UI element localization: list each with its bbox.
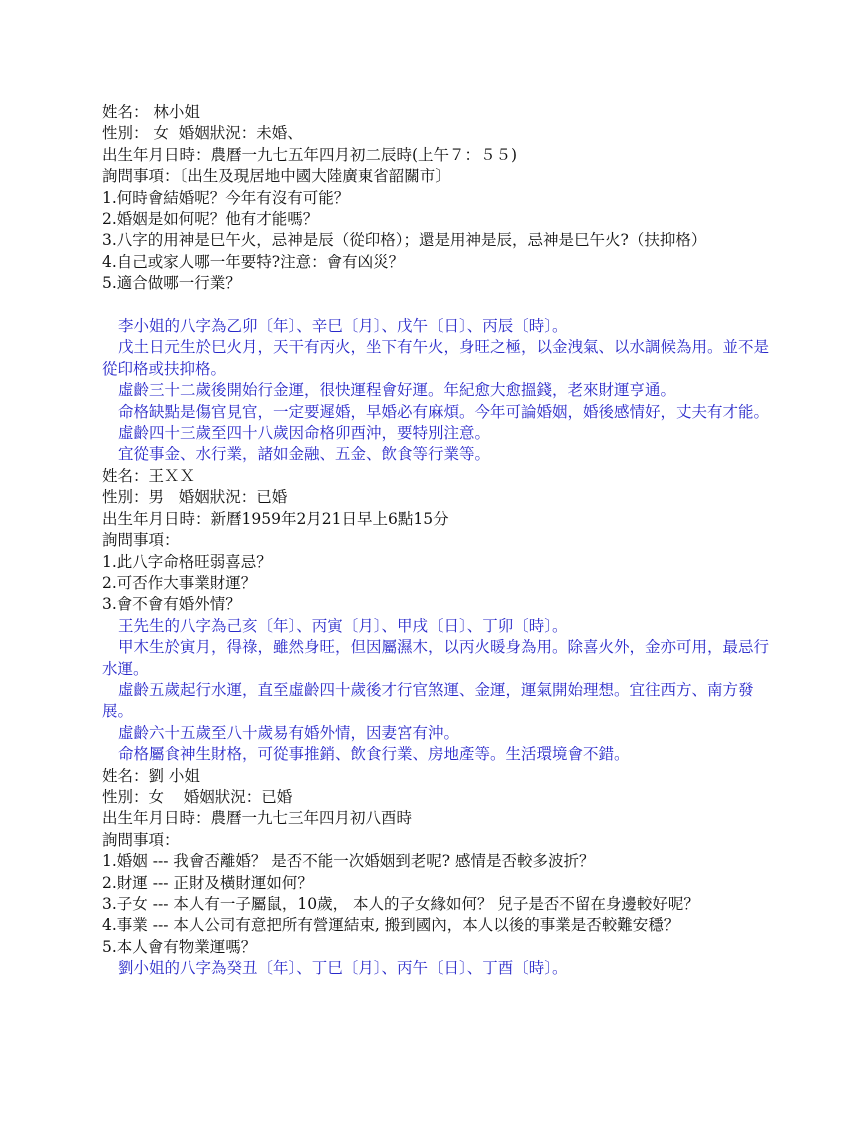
case1-answer: 戊土日元生於巳火月，天干有丙火，坐下有午火，身旺之極，以金洩氣、以水調候為用。並不是從印格或扶抑格。	[102, 338, 770, 378]
case2-name: 姓名：王ＸＸ	[102, 466, 196, 485]
case3-answer: 劉小姐的八字為癸丑〔年〕、丁巳〔月〕、丙午〔日〕、丁酉〔時〕。	[118, 959, 568, 978]
case1-query: 詢問事項：〔出生及現居地中國大陸廣東省韶關市〕	[102, 167, 451, 186]
case2-birth: 出生年月日時：新曆1959年2月21日早上6點15分	[102, 509, 449, 528]
case3-question: 2.財運 --- 正財及橫財運如何？	[102, 873, 313, 892]
case1-answer: 命格缺點是傷官見官，一定要遲婚，早婚必有麻煩。今年可論婚姻，婚後感情好，丈夫有才能。	[118, 402, 770, 421]
case1-question: 1.何時會結婚呢？今年有沒有可能？	[102, 188, 350, 207]
case3-birth: 出生年月日時：農曆一九七三年四月初八酉時	[102, 809, 413, 828]
case3-name: 姓名：劉 小姐	[102, 766, 200, 785]
case2-answer: 虛齡六十五歲至八十歲易有婚外情，因妻宮有沖。	[118, 723, 460, 742]
case1-gender: 性別： 女 婚姻狀況：未婚、	[102, 124, 303, 143]
case2-query: 詢問事項：	[102, 531, 180, 550]
case1-answer: 虛齡四十三歲至四十八歲因命格卯酉沖，要特別注意。	[118, 424, 491, 443]
case1-question: 2.婚姻是如何呢？他有才能嗎？	[102, 210, 319, 229]
blank-line	[102, 295, 772, 316]
case2-answer: 虛齡五歲起行水運，直至虛齡四十歲後才行官煞運、金運，運氣開始理想。宜往西方、南方發展。	[102, 680, 754, 721]
case3-question: 4.事業 --- 本人公司有意把所有營運結束, 搬到國內，本人以後的事業是否較難安穩？	[102, 916, 680, 935]
case1-answer: 宜從事金、水行業，諸如金融、五金、飲食等行業等。	[118, 445, 491, 464]
case1-name: 姓名： 林小姐	[102, 103, 200, 121]
case3-query: 詢問事項：	[102, 830, 180, 849]
case2-answer: 王先生的八字為己亥〔年〕、丙寅〔月〕、甲戌〔日〕、丁卯〔時〕。	[118, 616, 568, 635]
case3-question: 3.子女 --- 本人有一子屬鼠，10歲， 本人的子女緣如何？ 兒子是否不留在身邊較好呢？	[102, 895, 699, 914]
case2-answer: 甲木生於寅月，得祿，雖然身旺，但因屬濕木，以丙火暖身為用。除喜火外，金亦可用，最忌行水運。	[102, 638, 770, 678]
document-page	[102, 102, 772, 980]
case2-question: 3.會不會有婚外情？	[102, 595, 241, 614]
case2-gender: 性別：男 婚姻狀況：已婚	[102, 488, 288, 507]
case1-answer: 李小姐的八字為乙卯〔年〕、辛巳〔月〕、戊午〔日〕、丙辰〔時〕。	[118, 317, 568, 336]
case3-question: 5.本人會有物業運嗎？	[102, 937, 257, 956]
case2-question: 2.可否作大事業財運？	[102, 573, 257, 592]
case1-birth: 出生年月日時：農曆一九七五年四月初二辰時(上午７：５５)	[102, 145, 518, 164]
case1-question: 5.適合做哪一行業？	[102, 274, 241, 293]
case3-question: 1.婚姻 --- 我會否離婚？ 是否不能一次婚姻到老呢? 感情是否較多波折？	[102, 852, 595, 871]
case2-answer: 命格屬食神生財格，可從事推銷、飲食行業、房地產等。生活環境會不錯。	[118, 745, 630, 764]
case2-question: 1.此八字命格旺弱喜忌？	[102, 552, 272, 571]
case1-question: 3.八字的用神是巳午火，忌神是辰（從印格）；還是用神是辰，忌神是巳午火?（扶抑格）	[102, 231, 707, 250]
case1-answer: 虛齡三十二歲後開始行金運，很快運程會好運。年紀愈大愈搵錢，老來財運亨通。	[118, 381, 677, 400]
case3-gender: 性別：女 婚姻狀況：已婚	[102, 787, 293, 806]
case1-question: 4.自己或家人哪一年要特?注意：會有凶災？	[102, 252, 405, 271]
